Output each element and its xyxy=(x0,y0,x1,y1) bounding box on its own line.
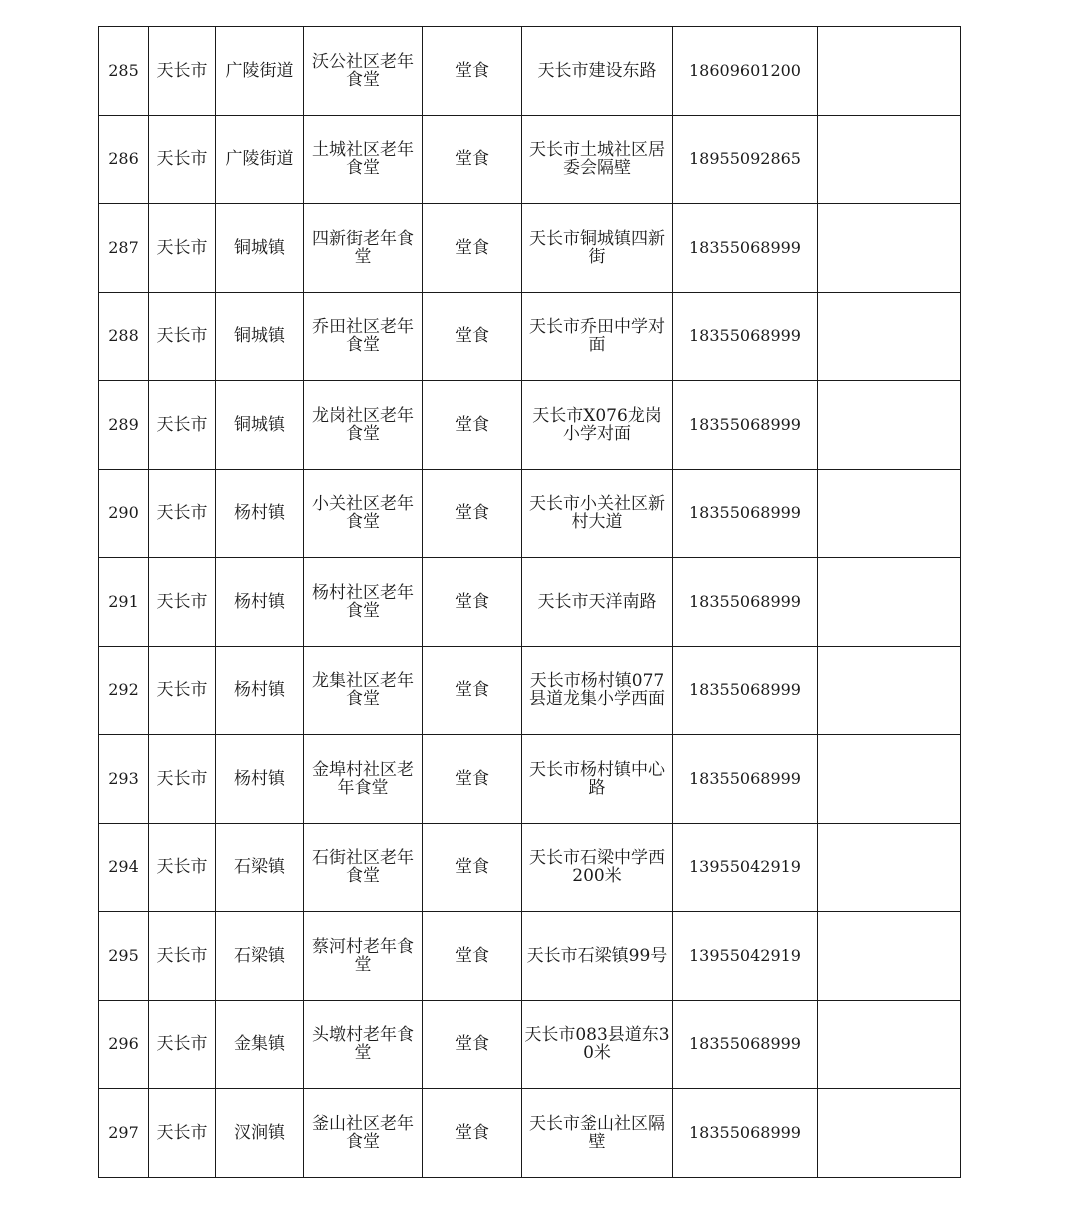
row-number: 293 xyxy=(99,735,149,824)
canteen-name-cell: 蔡河村老年食堂 xyxy=(304,912,423,1001)
note-cell xyxy=(818,558,961,647)
note-cell xyxy=(818,115,961,204)
canteen-name-cell: 杨村社区老年食堂 xyxy=(304,558,423,647)
note-cell xyxy=(818,292,961,381)
table-row xyxy=(99,646,961,735)
address-cell: 天长市釜山社区隔壁 xyxy=(522,1089,673,1178)
address-cell: 天长市石梁镇99号 xyxy=(522,912,673,1001)
canteen-name-cell: 小关社区老年食堂 xyxy=(304,469,423,558)
town-cell: 杨村镇 xyxy=(216,469,304,558)
table-row xyxy=(99,292,961,381)
city-cell: 天长市 xyxy=(149,646,216,735)
city-cell: 天长市 xyxy=(149,912,216,1001)
note-cell xyxy=(818,735,961,824)
phone-cell: 18355068999 xyxy=(673,1000,818,1089)
note-cell xyxy=(818,1089,961,1178)
note-cell xyxy=(818,823,961,912)
town-cell: 石梁镇 xyxy=(216,823,304,912)
row-number: 291 xyxy=(99,558,149,647)
note-cell xyxy=(818,646,961,735)
phone-cell: 13955042919 xyxy=(673,912,818,1001)
phone-cell: 18355068999 xyxy=(673,204,818,293)
phone-cell: 18355068999 xyxy=(673,646,818,735)
service-type-cell: 堂食 xyxy=(423,115,522,204)
service-type-cell: 堂食 xyxy=(423,381,522,470)
city-cell: 天长市 xyxy=(149,1000,216,1089)
row-number: 295 xyxy=(99,912,149,1001)
service-type-cell: 堂食 xyxy=(423,558,522,647)
address-cell: 天长市天洋南路 xyxy=(522,558,673,647)
row-number: 290 xyxy=(99,469,149,558)
row-number: 296 xyxy=(99,1000,149,1089)
address-cell: 天长市土城社区居委会隔壁 xyxy=(522,115,673,204)
town-cell: 铜城镇 xyxy=(216,381,304,470)
row-number: 287 xyxy=(99,204,149,293)
city-cell: 天长市 xyxy=(149,469,216,558)
canteen-name-cell: 头墩村老年食堂 xyxy=(304,1000,423,1089)
phone-cell: 18355068999 xyxy=(673,292,818,381)
note-cell xyxy=(818,1000,961,1089)
city-cell: 天长市 xyxy=(149,115,216,204)
town-cell: 杨村镇 xyxy=(216,558,304,647)
town-cell: 汊涧镇 xyxy=(216,1089,304,1178)
town-cell: 石梁镇 xyxy=(216,912,304,1001)
phone-cell: 18355068999 xyxy=(673,735,818,824)
table-row xyxy=(99,735,961,824)
city-cell: 天长市 xyxy=(149,27,216,116)
table-row xyxy=(99,27,961,116)
service-type-cell: 堂食 xyxy=(423,1000,522,1089)
table-body xyxy=(99,27,961,1178)
service-type-cell: 堂食 xyxy=(423,646,522,735)
town-cell: 金集镇 xyxy=(216,1000,304,1089)
service-type-cell: 堂食 xyxy=(423,735,522,824)
note-cell xyxy=(818,381,961,470)
note-cell xyxy=(818,204,961,293)
town-cell: 杨村镇 xyxy=(216,646,304,735)
canteen-name-cell: 金埠村社区老年食堂 xyxy=(304,735,423,824)
table-row xyxy=(99,115,961,204)
table-row xyxy=(99,381,961,470)
canteen-table xyxy=(98,26,961,1178)
service-type-cell: 堂食 xyxy=(423,912,522,1001)
city-cell: 天长市 xyxy=(149,735,216,824)
city-cell: 天长市 xyxy=(149,204,216,293)
table-row xyxy=(99,1089,961,1178)
phone-cell: 13955042919 xyxy=(673,823,818,912)
canteen-name-cell: 龙集社区老年食堂 xyxy=(304,646,423,735)
note-cell xyxy=(818,912,961,1001)
phone-cell: 18355068999 xyxy=(673,469,818,558)
town-cell: 铜城镇 xyxy=(216,204,304,293)
address-cell: 天长市X076龙岗小学对面 xyxy=(522,381,673,470)
table-row xyxy=(99,823,961,912)
address-cell: 天长市铜城镇四新街 xyxy=(522,204,673,293)
row-number: 294 xyxy=(99,823,149,912)
service-type-cell: 堂食 xyxy=(423,1089,522,1178)
address-cell: 天长市建设东路 xyxy=(522,27,673,116)
row-number: 286 xyxy=(99,115,149,204)
canteen-name-cell: 土城社区老年食堂 xyxy=(304,115,423,204)
table-row xyxy=(99,1000,961,1089)
row-number: 289 xyxy=(99,381,149,470)
city-cell: 天长市 xyxy=(149,823,216,912)
service-type-cell: 堂食 xyxy=(423,292,522,381)
table-row xyxy=(99,912,961,1001)
service-type-cell: 堂食 xyxy=(423,204,522,293)
city-cell: 天长市 xyxy=(149,381,216,470)
canteen-name-cell: 釜山社区老年食堂 xyxy=(304,1089,423,1178)
address-cell: 天长市杨村镇077县道龙集小学西面 xyxy=(522,646,673,735)
table-row xyxy=(99,469,961,558)
table-row xyxy=(99,558,961,647)
address-cell: 天长市石梁中学西200米 xyxy=(522,823,673,912)
town-cell: 广陵街道 xyxy=(216,115,304,204)
phone-cell: 18355068999 xyxy=(673,558,818,647)
phone-cell: 18355068999 xyxy=(673,381,818,470)
canteen-name-cell: 乔田社区老年食堂 xyxy=(304,292,423,381)
row-number: 285 xyxy=(99,27,149,116)
row-number: 292 xyxy=(99,646,149,735)
note-cell xyxy=(818,27,961,116)
service-type-cell: 堂食 xyxy=(423,27,522,116)
canteen-name-cell: 四新街老年食堂 xyxy=(304,204,423,293)
row-number: 288 xyxy=(99,292,149,381)
canteen-name-cell: 龙岗社区老年食堂 xyxy=(304,381,423,470)
city-cell: 天长市 xyxy=(149,292,216,381)
city-cell: 天长市 xyxy=(149,1089,216,1178)
row-number: 297 xyxy=(99,1089,149,1178)
address-cell: 天长市小关社区新村大道 xyxy=(522,469,673,558)
town-cell: 杨村镇 xyxy=(216,735,304,824)
note-cell xyxy=(818,469,961,558)
city-cell: 天长市 xyxy=(149,558,216,647)
canteen-name-cell: 石街社区老年食堂 xyxy=(304,823,423,912)
phone-cell: 18609601200 xyxy=(673,27,818,116)
address-cell: 天长市杨村镇中心路 xyxy=(522,735,673,824)
service-type-cell: 堂食 xyxy=(423,823,522,912)
canteen-name-cell: 沃公社区老年食堂 xyxy=(304,27,423,116)
phone-cell: 18955092865 xyxy=(673,115,818,204)
phone-cell: 18355068999 xyxy=(673,1089,818,1178)
address-cell: 天长市乔田中学对面 xyxy=(522,292,673,381)
service-type-cell: 堂食 xyxy=(423,469,522,558)
table-row xyxy=(99,204,961,293)
address-cell: 天长市083县道东30米 xyxy=(522,1000,673,1089)
town-cell: 铜城镇 xyxy=(216,292,304,381)
town-cell: 广陵街道 xyxy=(216,27,304,116)
